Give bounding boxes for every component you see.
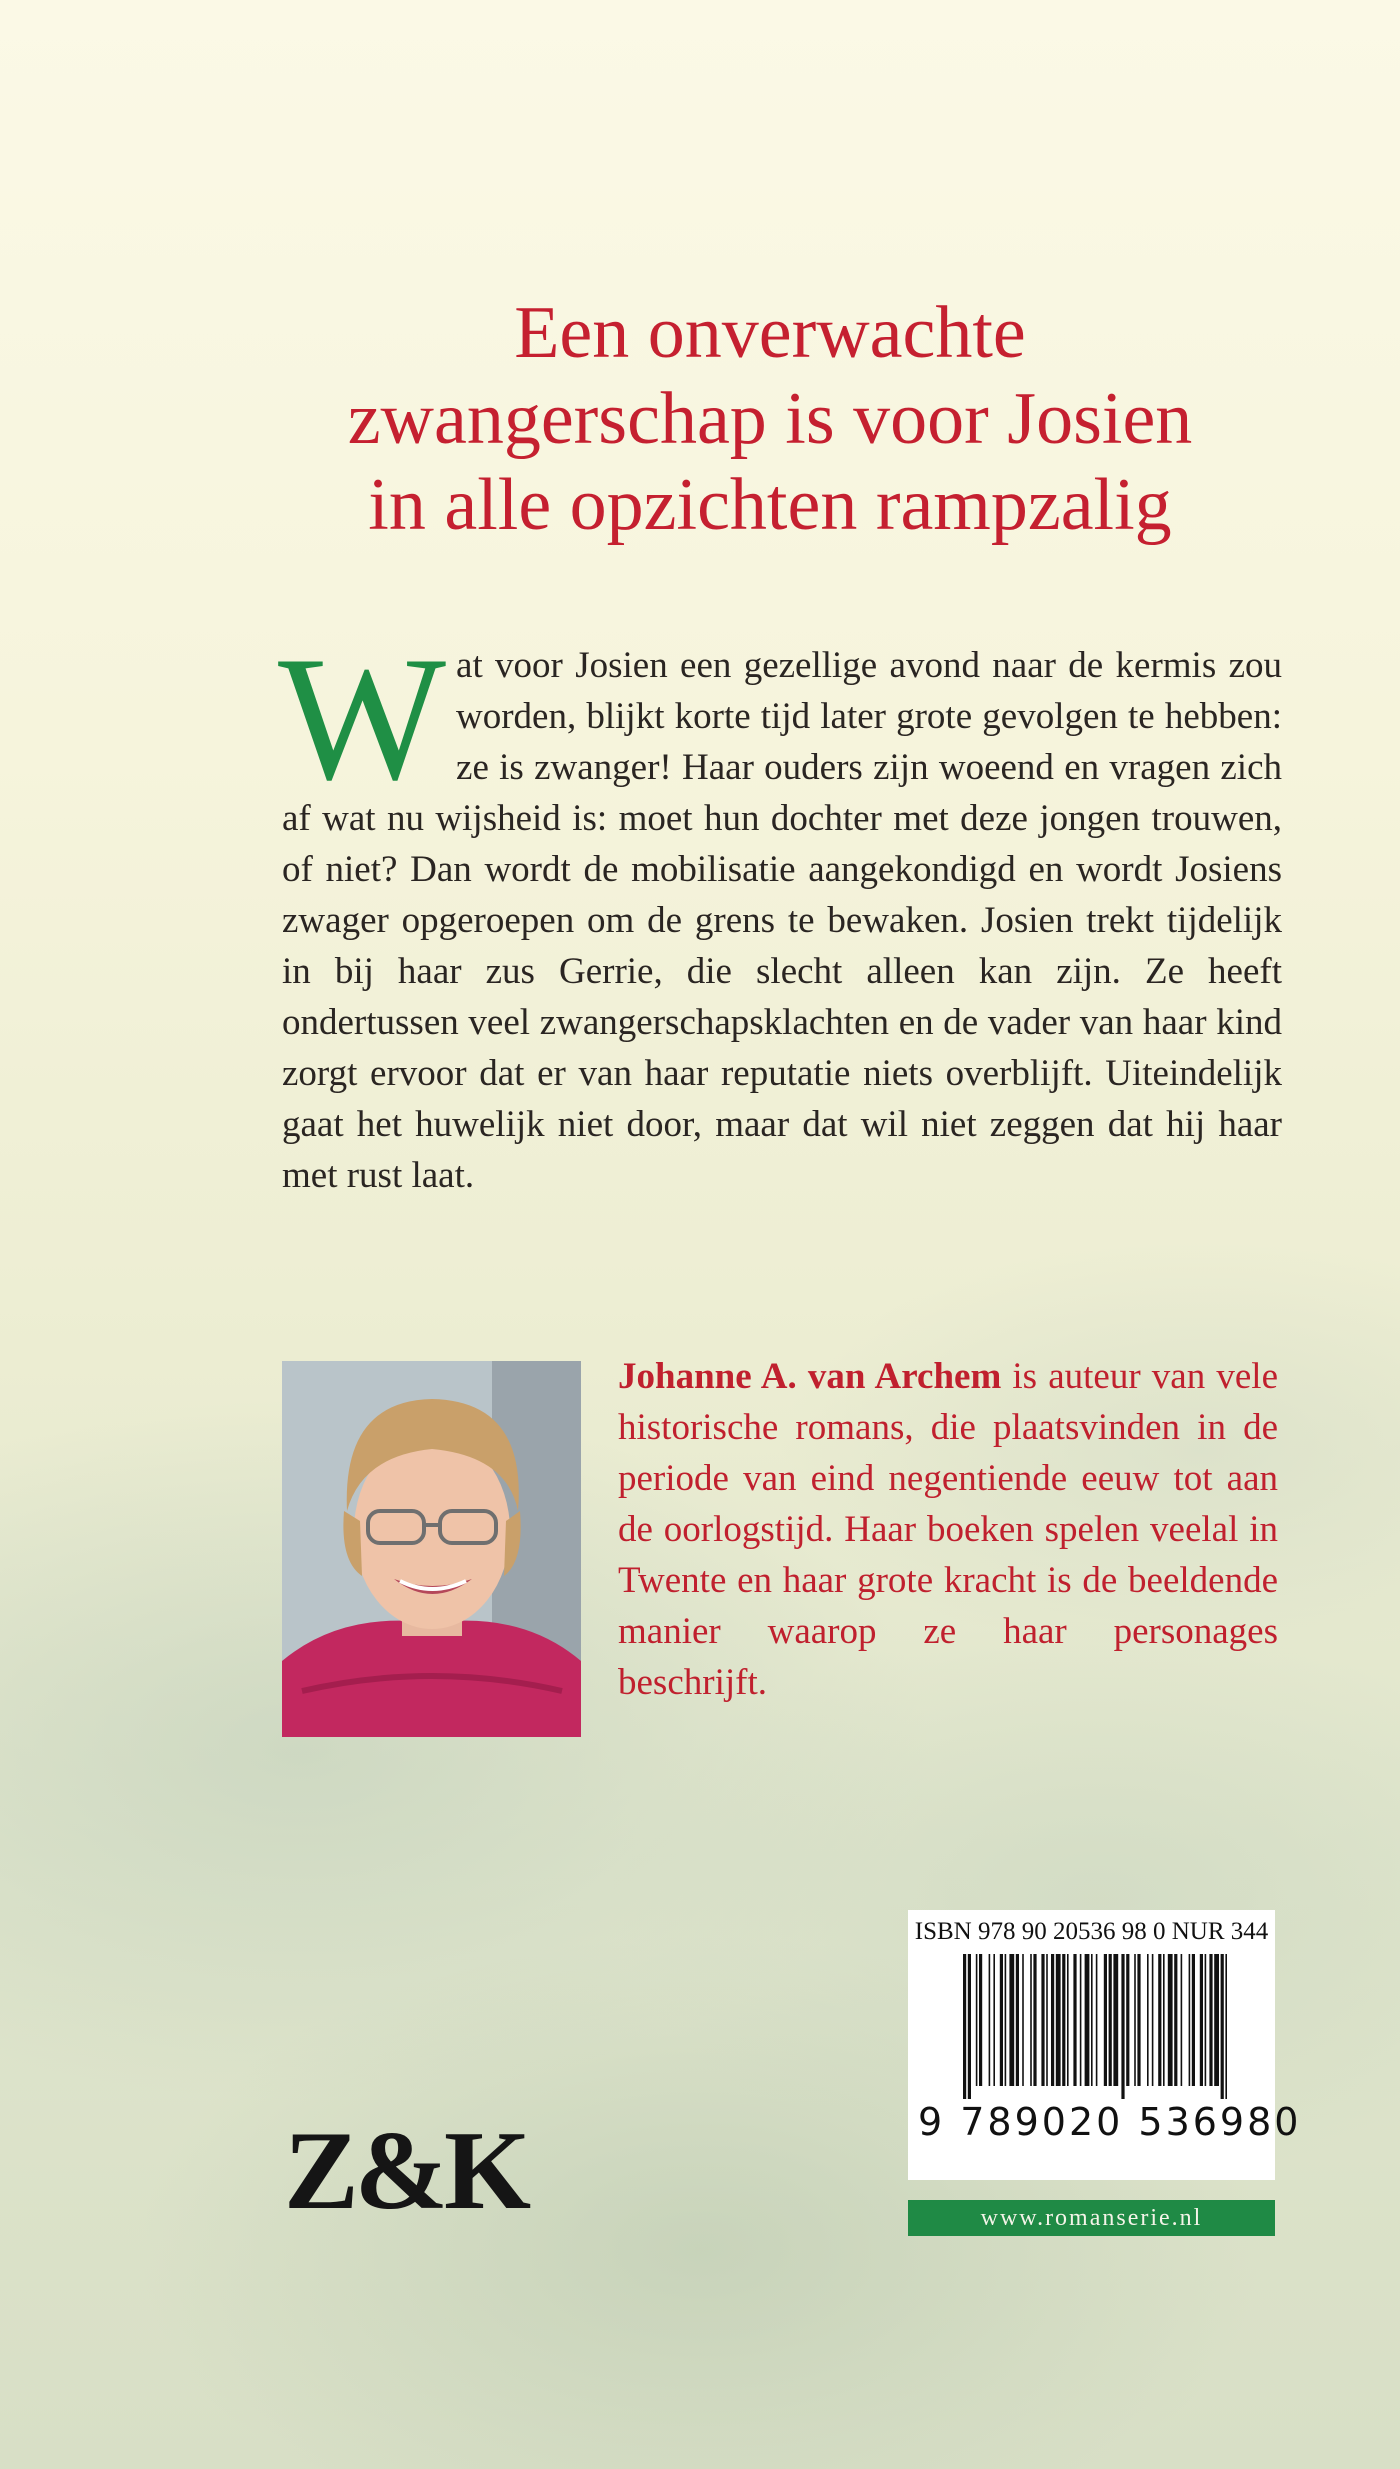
barcode-digits: 9 789020 536980 [918, 2100, 1302, 2144]
website-bar: www.romanserie.nl [908, 2200, 1275, 2236]
headline-line-1: Een onverwachte [514, 292, 1026, 374]
barcode-panel [908, 1910, 1302, 2180]
author-bio-text: is auteur van vele historische romans, die plaatsvinden in de periode van eind negentiende eeuw tot aan de oorlogstijd. Haar boeken spelen veelal in Twente en haar grote kracht is de beeldende manier waarop ze haar personages beschrijft. [618, 1356, 1278, 1703]
headline [240, 290, 1300, 548]
headline-line-2: zwangerschap is voor Josien [347, 378, 1193, 460]
isbn-line: ISBN 978 90 20536 98 0 NUR 344 [914, 1918, 1269, 1945]
publisher-logo: Z&K [284, 2109, 528, 2233]
author-bio [618, 1351, 1278, 1708]
drop-cap: W [278, 619, 447, 817]
synopsis [278, 619, 1282, 1201]
barcode-icon [961, 1954, 1231, 2099]
headline-line-3: in alle opzichten rampzalig [368, 464, 1172, 546]
synopsis-text: at voor Josien een gezellige avond naar de kermis zou worden, blijkt korte tijd later grote gevolgen te hebben: ze is zwanger! Haar ouders zijn woeend en vragen zich af wat nu wijsheid is: moet hun dochter met deze jongen trouwen, of niet? Dan wordt de mobilisatie aangekondigd en wordt Josiens zwager opgeroepen om de grens te bewaken. Josien trekt tijdelijk in bij haar zus Gerrie, die slecht alleen kan zijn. Ze heeft ondertussen veel zwangerschapsklachten en de vader van haar kind zorgt ervoor dat er van haar reputatie niets overblijft. Uiteindelijk gaat het huwelijk niet door, maar dat wil niet zeggen dat hij haar met rust laat. [282, 645, 1282, 1196]
author-name: Johanne A. van Archem [618, 1356, 1002, 1397]
author-portrait-image [282, 1361, 581, 1737]
author-photo [282, 1361, 581, 1737]
